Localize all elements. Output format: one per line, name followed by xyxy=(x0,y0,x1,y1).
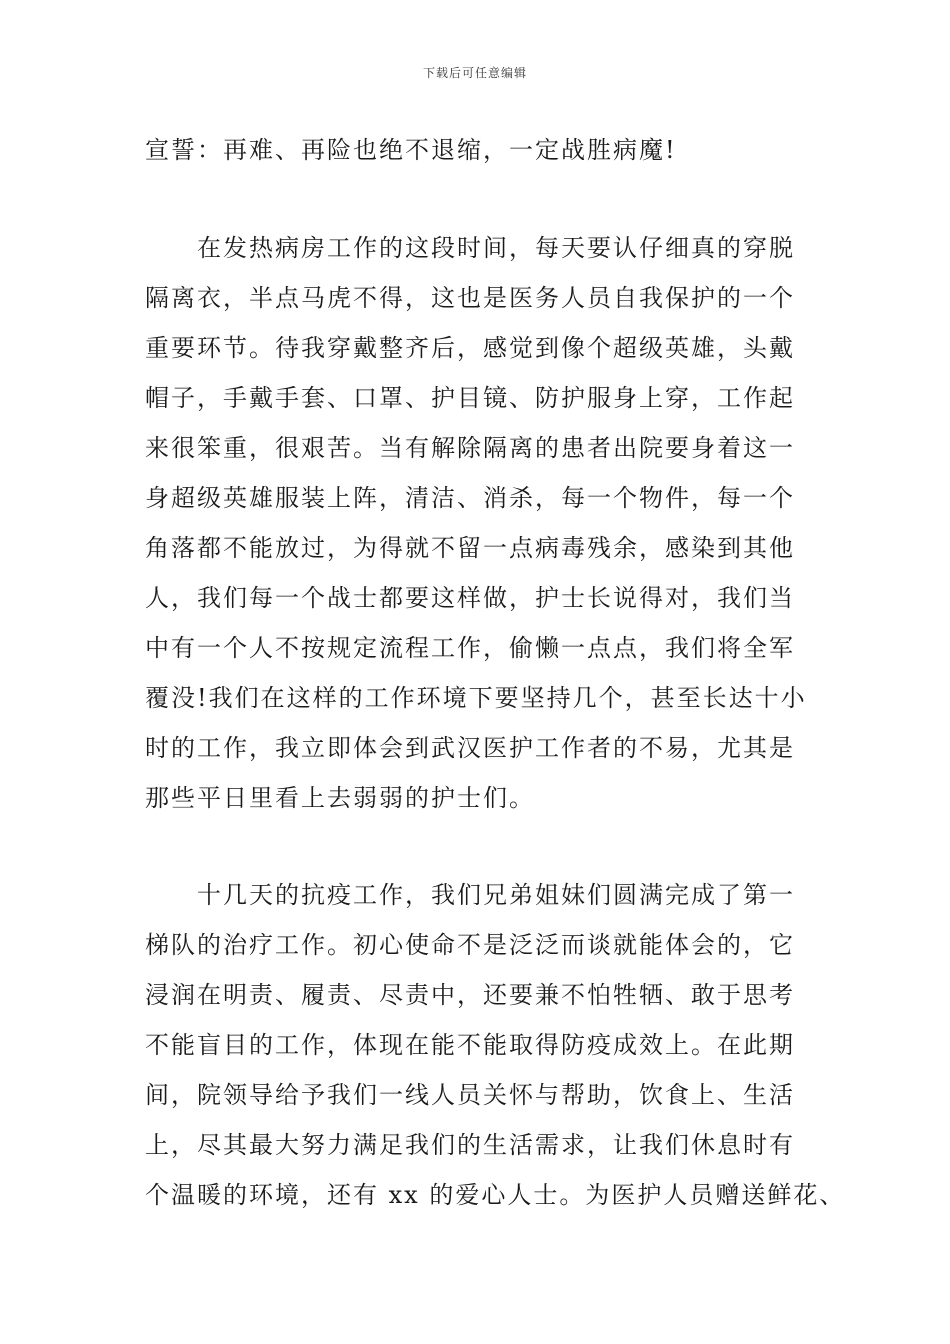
text-line: 来很笨重，很艰苦。当有解除隔离的患者出院要身着这一 xyxy=(145,434,795,462)
text-line: 隔离衣，半点马虎不得，这也是医务人员自我保护的一个 xyxy=(145,284,795,312)
paragraph-1 xyxy=(145,125,825,175)
text-line: 间，院领导给予我们一线人员关怀与帮助，饮食上、生活 xyxy=(145,1081,795,1109)
text-line: 人，我们每一个战士都要这样做，护士长说得对，我们当 xyxy=(145,584,795,612)
page-header: 下载后可任意编辑 xyxy=(422,66,527,80)
text-line: 角落都不能放过，为得就不留一点病毒残余，感染到其他 xyxy=(145,534,795,562)
text-line: 身超级英雄服装上阵，清洁、消杀，每一个物件，每一个 xyxy=(145,484,795,512)
paragraph-2 xyxy=(145,223,825,823)
paragraph-3 xyxy=(145,870,846,1220)
text-line: 梯队的治疗工作。初心使命不是泛泛而谈就能体会的，它 xyxy=(145,931,795,959)
text-line: 个温暖的环境，还有 xx 的爱心人士。为医护人员赠送鲜花、 xyxy=(145,1181,846,1209)
text-line: 时的工作，我立即体会到武汉医护工作者的不易，尤其是 xyxy=(145,734,795,762)
text-line: 十几天的抗疫工作，我们兄弟姐妹们圆满完成了第一 xyxy=(197,881,795,909)
text-line: 浸润在明责、履责、尽责中，还要兼不怕牲牺、敢于思考 xyxy=(145,981,795,1009)
text-line: 那些平日里看上去弱弱的护士们。 xyxy=(145,784,535,812)
text-line: 不能盲目的工作，体现在能不能取得防疫成效上。在此期 xyxy=(145,1031,795,1059)
text-line: 中有一个人不按规定流程工作，偷懒一点点，我们将全军 xyxy=(145,634,795,662)
text-line: 在发热病房工作的这段时间，每天要认仔细真的穿脱 xyxy=(197,234,795,262)
text-line: 覆没!我们在这样的工作环境下要坚持几个，甚至长达十小 xyxy=(145,684,807,712)
text-line: 帽子，手戴手套、口罩、护目镜、防护服身上穿，工作起 xyxy=(145,384,795,412)
text-line: 宣誓：再难、再险也绝不退缩，一定战胜病魔! xyxy=(145,136,677,164)
text-line: 重要环节。待我穿戴整齐后，感觉到像个超级英雄，头戴 xyxy=(145,334,795,362)
text-line: 上，尽其最大努力满足我们的生活需求，让我们休息时有 xyxy=(145,1131,795,1159)
